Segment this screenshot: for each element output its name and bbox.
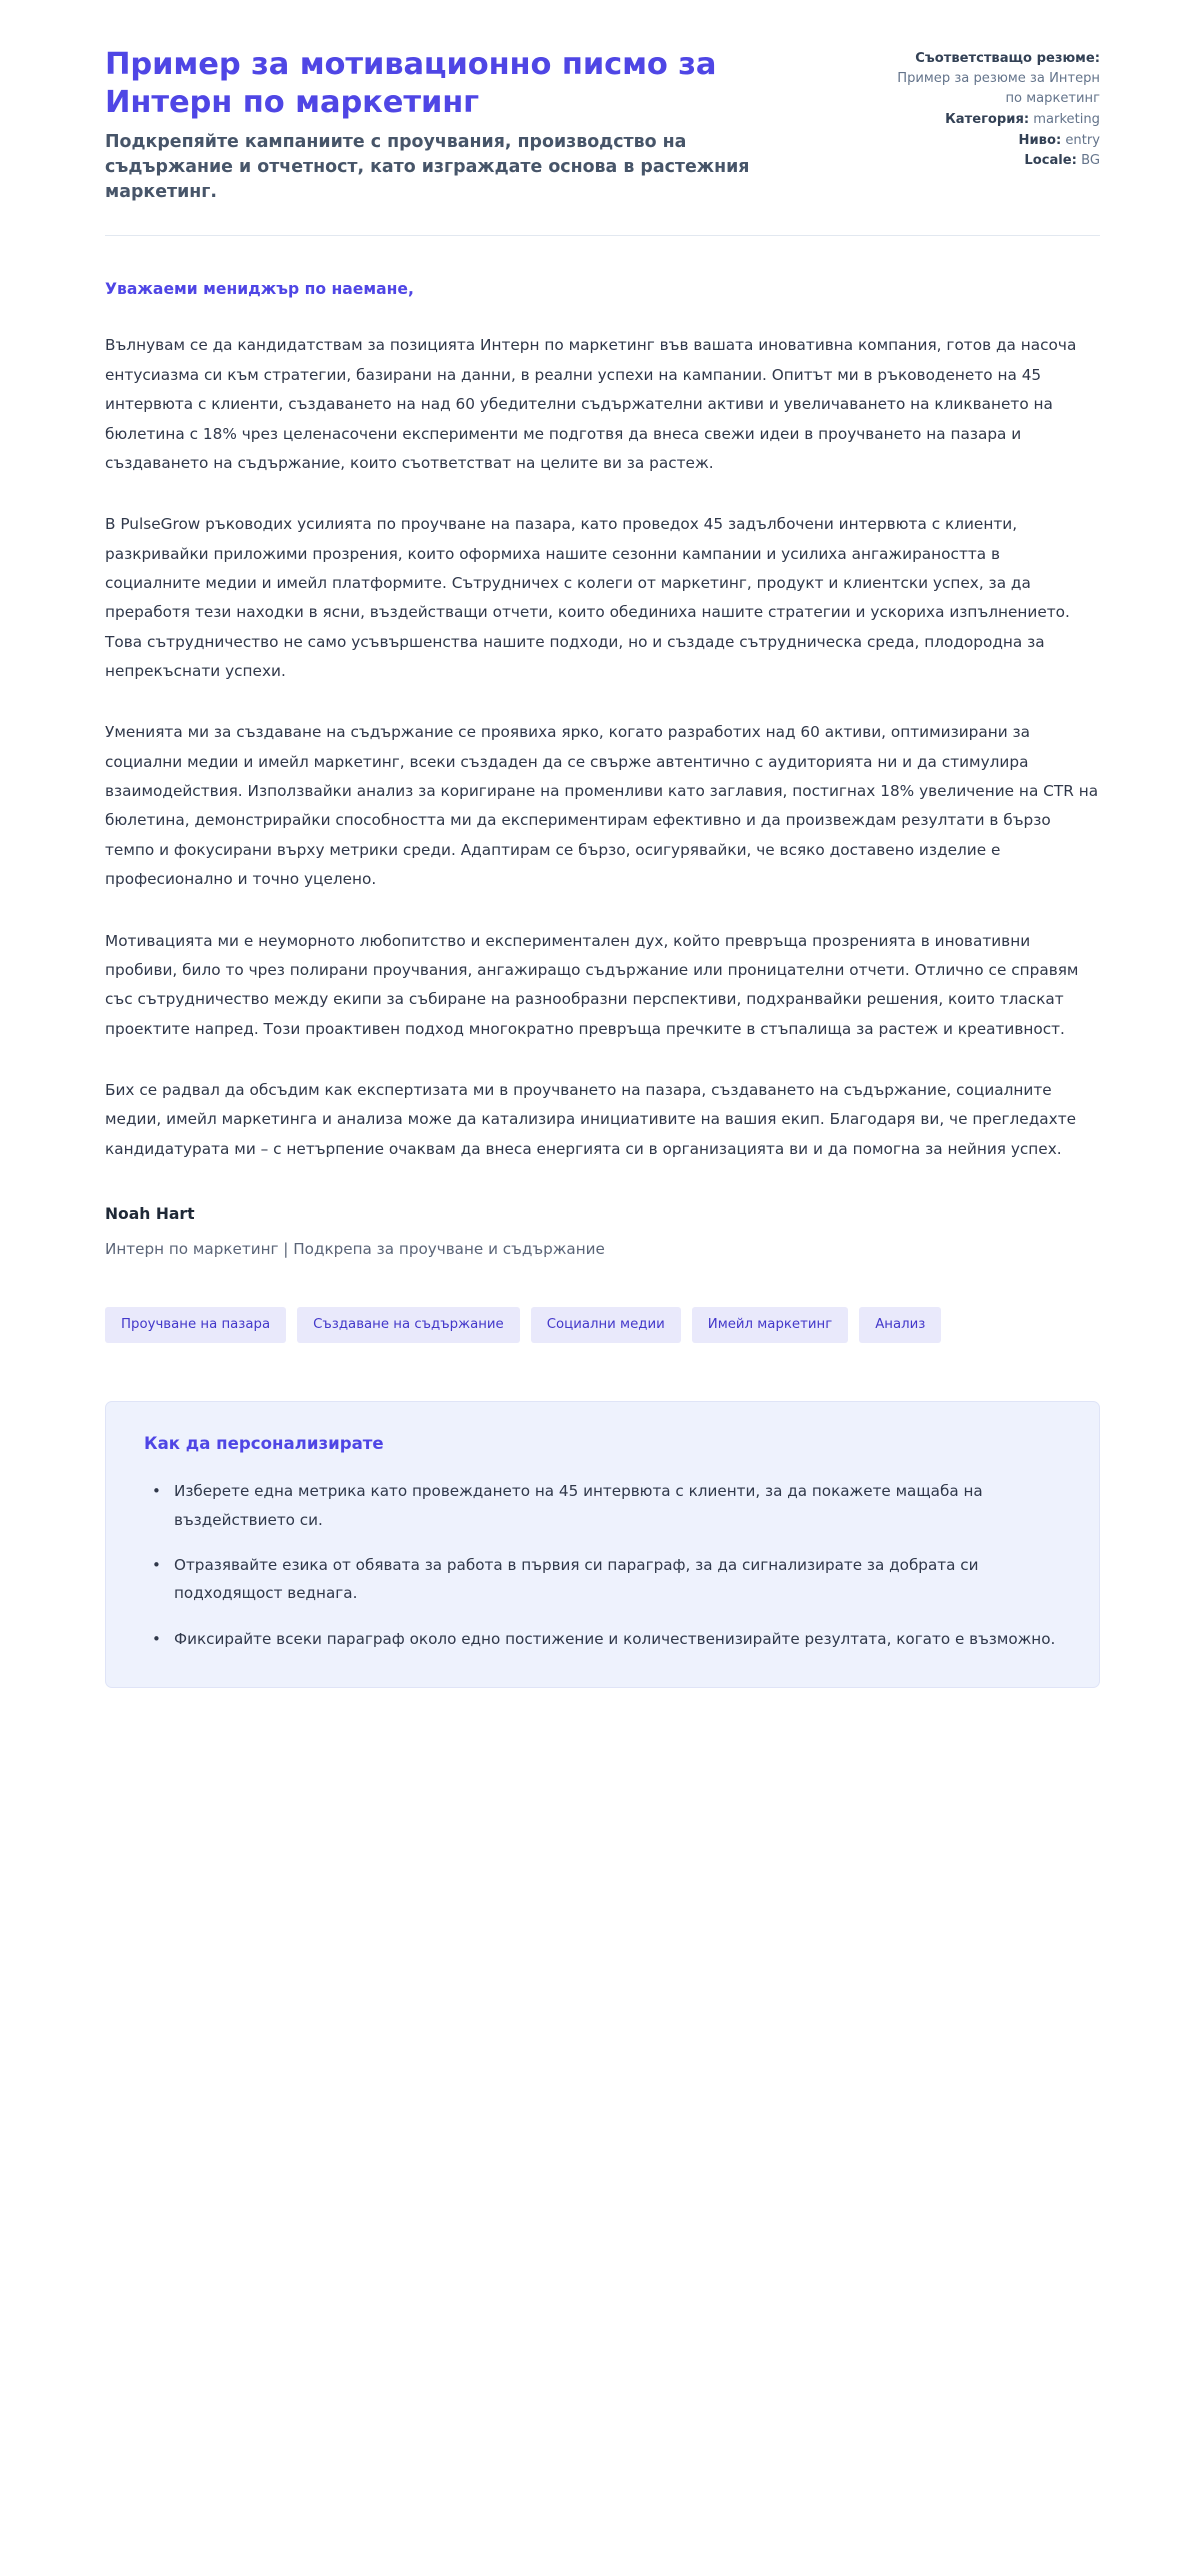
- letter-paragraph: Уменията ми за създаване на съдържание се проявиха ярко, когато разработих над 60 активи, оптимизирани за социални медии и имейл маркетинг, всеки създаден да се свърже автентично с аудиторията ни и да стимулира взаимодействия. Използвайки анализ за коригиране на променливи като заглавия, постигнах 18% увеличение на CTR на бюлетина, демонстрирайки способността ми да експериментирам ефективно и да произвеждам резултати в бързо темпо и фокусирани върху метрики среди. Адаптирам се бързо, осигурявайки, че всяко доставено изделие е професионално и точно уцелено.: [105, 723, 1099, 889]
- meta-label-level: Ниво:: [1018, 132, 1062, 148]
- header-title-block: [105, 46, 795, 205]
- signature-block: [0, 1164, 1200, 1261]
- callout-title: Как да персонализирате: [144, 1433, 384, 1453]
- meta-row-category: [884, 110, 1100, 130]
- callout-tip-item: • Изберете една метрика като провеждането на 45 интервюта с клиенти, за да покажете мащаба на въздействието си.: [170, 1477, 1061, 1534]
- meta-row-resume: [884, 49, 1100, 109]
- letter-paragraph: В PulseGrow ръководих усилията по проучване на пазара, като проведох 45 задълбочени интервюта с клиенти, разкривайки приложими прозрения, които оформиха нашите сезонни кампании и усилиха ангажираността в социалните медии и имейл платформите. Сътрудничех с колеги от маркетинг, продукт и клиентски успех, за да преработя тези находки в ясни, въздействащи отчети, които обединиха нашите стратегии и ускориха изпълнението. Това сътрудничество не само усъвършенства нашите подходи, но и създаде сътрудническа среда, плодородна за непрекъснати успехи.: [105, 515, 1070, 681]
- signature-role: Интерн по маркетинг | Подкрепа за проучване и съдържание: [105, 1239, 605, 1258]
- meta-value-category: marketing: [1033, 111, 1100, 127]
- meta-row-level: [884, 131, 1100, 151]
- salutation: Уважаеми мениджър по наемане,: [105, 280, 414, 299]
- page-title: Пример за мотивационно писмо за Интерн по маркетинг: [105, 47, 717, 121]
- tag-chip[interactable]: Социални медии: [531, 1307, 681, 1343]
- tag-chip[interactable]: Имейл маркетинг: [692, 1307, 848, 1343]
- tag-chip[interactable]: Проучване на пазара: [105, 1307, 286, 1343]
- callout-tip-item: • Отразявайте езика от обявата за работа в първия си параграф, за да сигнализирате за добрата си подходящост веднага.: [170, 1551, 1061, 1608]
- letter-paragraph: Мотивацията ми е неуморното любопитство и експериментален дух, който превръща прозренията в иновативни пробиви, било то чрез полирани проучвания, ангажиращо съдържание или проницателни отчети. Отлично се справям със сътрудничество между екипи за събиране на разнообразни перспективи, подхранвайки решения, които тласкат проектите напред. Този проактивен подход многократно превръща пречките в стъпалища за растеж и креативност.: [105, 931, 1079, 1038]
- meta-value-level: entry: [1065, 132, 1100, 148]
- letter-body: [0, 236, 1200, 1164]
- tag-chip[interactable]: Анализ: [859, 1307, 941, 1343]
- header-metadata: [884, 46, 1100, 172]
- tag-list: [0, 1261, 1100, 1343]
- letter-paragraph: Вълнувам се да кандидатствам за позицията Интерн по маркетинг във вашата иновативна компания, готов да насоча ентусиазма си към стратегии, базирани на данни, в реални успехи на кампании. Опитът ми в ръководенето на 45 интервюта с клиенти, създаването на над 60 убедителни съдържателни активи и увеличаването на кликването на бюлетина с 18% чрез целенасочени експерименти ме подготвя да внеса свежи идеи в проучването на пазара и създаването на съдържание, които съответстват на целите ви за растеж.: [105, 336, 1077, 472]
- callout-tip-item: • Фиксирайте всеки параграф около едно постижение и количественизирайте резултата, когато е възможно.: [170, 1625, 1061, 1653]
- letter-paragraph: Бих се радвал да обсъдим как експертизата ми в проучването на пазара, създаването на съдържание, социалните медии, имейл маркетинга и анализа може да катализира инициативите на вашия екип. Благодаря ви, че прегледахте кандидатурата ми – с нетърпение очаквам да внеса енергията си в организацията ви и да помогна за нейния успех.: [105, 1080, 1077, 1158]
- callout-section: [0, 1343, 1200, 1748]
- meta-value-locale: BG: [1081, 153, 1100, 169]
- signature-name: Noah Hart: [105, 1205, 195, 1224]
- personalize-callout: [105, 1401, 1100, 1688]
- meta-value-resume: Пример за резюме за Интерн по маркетинг: [897, 70, 1100, 106]
- page-subtitle: Подкрепяйте кампаниите с проучвания, производство на съдържание и отчетност, като изграждате основа в растежния маркетинг.: [105, 131, 750, 202]
- meta-label-locale: Locale:: [1024, 153, 1077, 169]
- meta-label-resume: Съответстващо резюме:: [915, 51, 1100, 66]
- callout-tip-list: [144, 1477, 1061, 1653]
- tag-chip[interactable]: Създаване на съдържание: [297, 1307, 520, 1343]
- meta-label-category: Категория:: [945, 111, 1030, 127]
- document-header: [0, 0, 1200, 205]
- meta-row-locale: [884, 151, 1100, 171]
